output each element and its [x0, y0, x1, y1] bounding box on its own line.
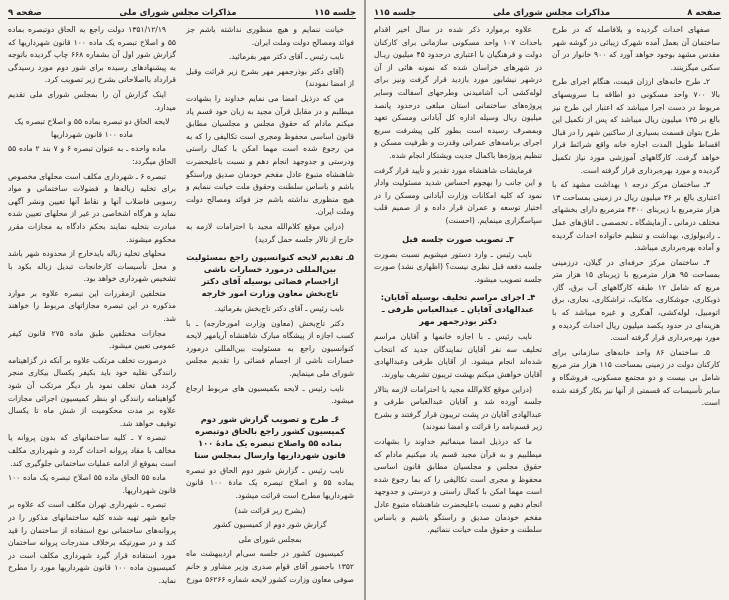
paragraph: لایحه الحاق دو تبصره بماده ۵۵ و اصلاح تبصره یک ماده ۱۰۰ قانون شهرداریها — [14, 117, 170, 139]
paragraph: تبصره ـ شهرداری تهران مکلف است که علاوه بر جامع شهر تهیه شده کلیه ساختمانهای مذکور را در پروانه‌های ساختمانی نوع استفاده از ساختمان را قید کند و در صورتیکه برخلاف مندرجات پروانه ساختمان مورد استفاده قرار گیرد شهرداری مکلف است در کمیسیون ماده ۱۰۰ قانون شهرداریها مورد را مطرح نماید. — [8, 500, 176, 585]
paragraph: نایب رئیس ـ گزارش شور دوم الحاق دو تبصره بماده ۵۵ و اصلاح تبصره یک مادهٔ ۱۰۰ قانون شهرداریها مطرح است قرائت میشود. — [186, 465, 354, 501]
paragraph: تبصره ۷ ـ کلیه ساختمانهای که بدون پروانه یا مخالف با مفاد پروانه احداث گردد و شهرداری مکلف است بموقع از ادامه عملیات ساختمانی جلوگیری کند. — [8, 433, 176, 468]
paragraph: من که درذیل امضا می نمایم خداوند را بشهادت میطلبم و در مقابل قرآن مجید به زبان خود قسم یاد میکنم مادام که حقوق مجلس و مجلسیان مطابق قانون اساسی محفوظ ومجری است تکالیفی را که به من رجوع شده است مهما امکن با کمال راستی ودرستی و جدوجهد انجام دهم و نسبت باعلیحضرت شاهنشاه متبوع عادل مفخم خودمان صدیق وراستگو باشم و باساس سلطنت وحقوق ملت خیانت ننمایم و هیچ منظوری نداشته باشم جز فوائد ومصالح دولت وملت ایران. — [186, 93, 354, 217]
paragraph: ماده واحده ـ به عنوان تبصره ۶ و ۷ بند ۲ ماده ۵۵ الحاق میگردد: — [8, 144, 176, 166]
page-number: صفحه ۹ — [8, 8, 42, 18]
paragraph: خیانت ننمایم و هیچ منظوری نداشته باشم جز فوائد ومصالح دولت وملت ایران. — [186, 25, 354, 47]
section-heading: ۴ـ اجرای مراسم تحلیف بوسیله آقایان: عبدالهادی آقایان ـ عبدالعباس طرفی ـ دکتر بوذرجمهر مهر — [380, 292, 536, 327]
page-header — [374, 4, 721, 19]
paragraph: صفهای احداث گردیده و بلافاصله که در طرح ساختمان آن بعمل آمده شهرک زیبائی در گوشه شهر مقدس مشهد بوجود خواهد آورد که ۹۰۰ خانوار در آن سکنی میگزینند. — [552, 25, 720, 72]
page-number: صفحه ۸ — [687, 8, 721, 18]
section-heading: ۳ـ تصویب صورت جلسه قبل — [402, 233, 514, 244]
paragraph: اینک گزارش آن را بمجلس شورای ملی تقدیم میدارد. — [8, 89, 176, 112]
paragraph: کمیسیون کشور در جلسه سی‌ام اردیبهشت ماه ۱۳۵۲ باحضور آقای قوام صدری وزیر مشاور و خانم صوفی معاون وزارت کشور لایحه شماره ۵۶۲۶۶ مورخ — [186, 549, 354, 584]
paragraph: ما که درذیل امضا مینمائیم خداوند را بشهادت میطلبیم و به قرآن مجید قسم یاد میکنیم مادام که حقوق مجلس و مجلسیان مطابق قانون اساسی محفوظ و مجری است تکالیفی را که بما رجوع شده است مهما امکن با کمال راستی و درستی و جدوجهد انجام دهیم و نسبت باعلیحضرت شاهنشاه متبوع عادل مفخم خودمان صدیق و راستگو باشیم و باساس سلطنت و حقوق ملت خیانت ننمائیم. — [374, 437, 542, 535]
paragraph: (بشرح زیر قرائت شد) — [234, 505, 306, 515]
paragraph: نایب رئیس ـ آقای دکتر تاج‌بخش بفرمائید. — [214, 304, 344, 314]
paragraph: نایب رئیس ـ وارد دستور میشویم نسبت بصورت جلسه دفعه قبل نظری نیست؟ (اظهاری نشد) صورت جلسه تصویب میشود. — [374, 249, 542, 284]
paragraph: (آقای دکتر بوذرجمهر مهر بشرح زیر قرائت وقبل از امضا نمودند) — [186, 66, 354, 89]
paragraph: علاوه برموارد ذکر شده در سال اخیر اقدام باحداث ۱۰۷ واحد مسکونی سازمانی برای کارکنان دولت و فرهنگیان با اعتباری درحدود ۴۵ میلیون ریـال در شهرهای خراسان شده که نمونه هائی از آن درشهر نیشابور مورد بازدید قرار گرفت ونیز برای لوله‌کشی آب آشامیدنی وطرحهای آسفالت وسایر پروژه‌های ساختمانی استان مبلغی درحدود پانصد میلیون ریال وسیله اداره کل آبادانی ومسکن تعهد وبمصرف رسیده است بطور کلی پیشرفت سریع اجرای برنامه‌های عمرانی وقدرت و ظرفیت مسکن و تنظیم پروژه‌ها باکمال جدیت ویشتکار انجام شده. — [374, 25, 542, 160]
paragraph: درصورت تخلف مرتکب علاوه بر آنکه در گزاهینامه رانندگی نقلیه خود باید بکیفر یکسال بیکاری منجر گردد همان تخلف نمود بار دیگر مرتکب آن شود گواهینامه رانندگی او بنظر کمیسیون اجرائی مجازات علاوه بر مدت محکومیت از شش ماه تا یکسال توقیف خواهد شد. — [8, 355, 176, 428]
session-number: جلسه ۱۱۵ — [314, 8, 356, 18]
paragraph: ۱۳۵۱/۱۲/۱۹ دولت راجع به الحاق دوتبصره بماده ۵۵ و اصلاح تبصره یک ماده ۱۰۰ قانون شهرداریها که گزارش شور اول آن بشماره ۶۶۸ چاپ گردیده باتوجه به پیشنهادهای رسیده برای شور دوم مورد رسیدگی قرارداد بااصلاحاتی بشرح زیر تصویب کرد. — [8, 25, 176, 85]
paragraph: ۴ـ ساختمان مرکز حرفه‌ای در گیلان، درزمینی بمساحت ۹۵ هزار مترمربع با زیربنای ۱۵ هزار متر مربع که شامل ۱۲ طبقه کارگاههای آب برق، گاز، ذوبکاری، جوشکاری، مکانیک، تراشکاری، نجاری، برق اتومبیل، لوله‌کشی، آهنگری و غیره میباشد که با هزینه‌ای در حدود یکصد میلیون ریال احداث گردیده و مورد بهره‌برداری قرار گرفته است. — [552, 257, 720, 343]
text-column-right — [186, 24, 354, 594]
publication-title: مذاکرات مجلس شورای ملی — [493, 8, 611, 18]
left-page — [0, 0, 364, 600]
paragraph: محلهای تخلیه زباله بایدخارج از محدوده شهر باشد و محل تأسیسات کارخانجات تبدیل زباله بکود با تشخیص شهرداری خواهد بود. — [8, 249, 176, 284]
paragraph: (دراین موقع کلام‌الله مجید با احترامات لازمه به خارج از تالار جلسه حمل گردید) — [186, 221, 354, 244]
session-number: جلسه ۱۱۵ — [374, 8, 416, 18]
paragraph: ۲ـ طرح خانه‌های ارزان قیمت، هنگام اجرای طرح بالا ۷۰۰ واحد مسکونی دو اطاقه بـا سرویسهای مربوط در دست اجرا میباشد که اعتبار این طرح نیز بالغ بر ۱۳۵ میلیون ریال میباشد که پس از تکمیل این طرح بتوان قسمت بسیاری از ساکنین شهر را در قبال اقساط طویل المدت اجاره خانه واقع شرائط قرار خواهد گرفت. کارگاههای آموزشی مورد نیاز تکمیل گردیده و مورد بهره‌برداری قرار گرفته است. — [552, 77, 720, 175]
paragraph: نایب رئیس ـ آقای دکتر مهر بفرمائید. — [228, 52, 344, 62]
text-column-left — [374, 24, 542, 594]
paragraph: ماده ۵۵ الحاق ماده ۵۵ اصلاح تبصره یک ماده ۱۰۰ قانون شهرداریها. — [8, 473, 176, 495]
paragraph: (دراین موقع کلام‌الله مجید با احترامات لازمه بتالار جلسه آورده شد و آقایان عبدالعباس طرفی و عبدالهادی آقایان در پشت تریبون قرار گرفتند و بشرح زیر قسم‌نامه را قرائت و امضا نمودند) — [374, 384, 542, 432]
paragraph: مجازات مختلفین طبق ماده ۲۷۵ قانون کیفر عمومی تعیین میشود. — [8, 328, 176, 351]
paragraph: متخلفین ازمقررات این تبصره علاوه بر موارد مذکوره در این تبصره مجازاتهای مربوط را خواهند شد. — [8, 288, 176, 324]
paragraph: نایب رئیس ـ با اجازه خانمها و آقایان مراسم تحلیف سه نفر آقایان نمایندگان جدید که انتخاب شده‌اند انجام میشود. از آقایان طرفی وعبدالهادی آقایان خواهش میکنم بهشت تریبون تشریف بیاورند. — [374, 332, 542, 380]
text-column-right — [552, 24, 720, 594]
paragraph: ۵ـ ساختمان ۸۶ واحد خانه‌های سازمانی برای کارکنان دولت در زمینی بمساحت ۱۱۵ هزار متر مربع شامل بی بیست و دو مجتمع مسکونی، فروشگاه و سایر تأسیسات که قسمتی از آنها نیز بکار گرفته شده است. — [552, 347, 720, 408]
paragraph: ۳ـ ساختمان مرکز درجه ۱ بهداشت مشهد که با اعتباری بالغ بر ۳۶ میلیون ریال در زمینی بمساحت ۱۳ هزار مترمربع با زیربنای ۴۳۰۰ مترمربع دارای بخشهای مختلف درمانی ـ آزمایشگاه ـ تخصصی ـ اتاق‌های عمل ـ رادیولوژی، بهداشت و تنظیم خانواده احداث گردیده و آماده بهره‌برداری میباشد. — [552, 180, 720, 253]
section-heading: ۵ـ تقدیم لایحه کنوانسیون راجع بمسئولیت بین‌المللی درمورد خسارات ناشی ازاجسام فضائی بوسیله آقای دکتر تاج‌بخش معاون وزارت امور خارجه — [186, 252, 354, 299]
paragraph: بمجلس شورای ملی — [238, 534, 302, 544]
paragraph: گزارش شور دوم از کمیسیون کشور — [213, 520, 327, 530]
paragraph: دکتر تاج‌بخش (معاون وزارت امورخارجه) ـ با کسب اجازه از پیشگاه مبارک شاهنشاه آریامهر لایحه کنوانسیون راجع به مسئولیت بین‌المللی درمورد خسارات ناشی از اجسام فضائی را تقدیم مجلس شورای ملی مینمایم. — [186, 318, 354, 379]
right-page — [366, 0, 729, 600]
section-heading: ۶ـ طرح و تصویب گزارش شور دوم کمیسیون کشور راجع بالحاق دوتبصره بماده ۵۵ واصلاح تبصره یک مادهٔ ۱۰۰ قانون شهرداریها وارسال بمجلس سنا — [194, 413, 346, 460]
paragraph: نایب رئیس ـ لایحه بکمیسیون های مربوط ارجاع میشود. — [186, 383, 354, 406]
page-header — [8, 4, 356, 19]
publication-title: مذاکرات مجلس شورای ملی — [119, 8, 237, 18]
paragraph: فرمایشات شاهنشاه مورد تقدیر و تأیید قرار گرفت و این جانب را بهجوم احساس شدید مسئولیت وادار نمود که کلیه امکانات وزارت آبادانی ومسکن را در اختیار توسعه و عمران قرار داده و از صمیم قلب سپاسگزاری مینمایم. (احسنت) — [374, 165, 542, 225]
text-column-left — [8, 24, 176, 594]
paragraph: تبصره ۶ ـ شهرداری مکلف است محلهای مخصوص برای تخلیه زباله‌ها و فضولات ساختمانی و مواد رسوبی فاضلاب آنها و نقاط آنها تعیین ونشر آگهی نماید و هرگاه اشخاصی در غیر از محلهای تعیین شده مبادرت بتخلیه نمایند بحکم دادگاه به مجازات مقرر محکوم میشوند. — [8, 171, 176, 244]
